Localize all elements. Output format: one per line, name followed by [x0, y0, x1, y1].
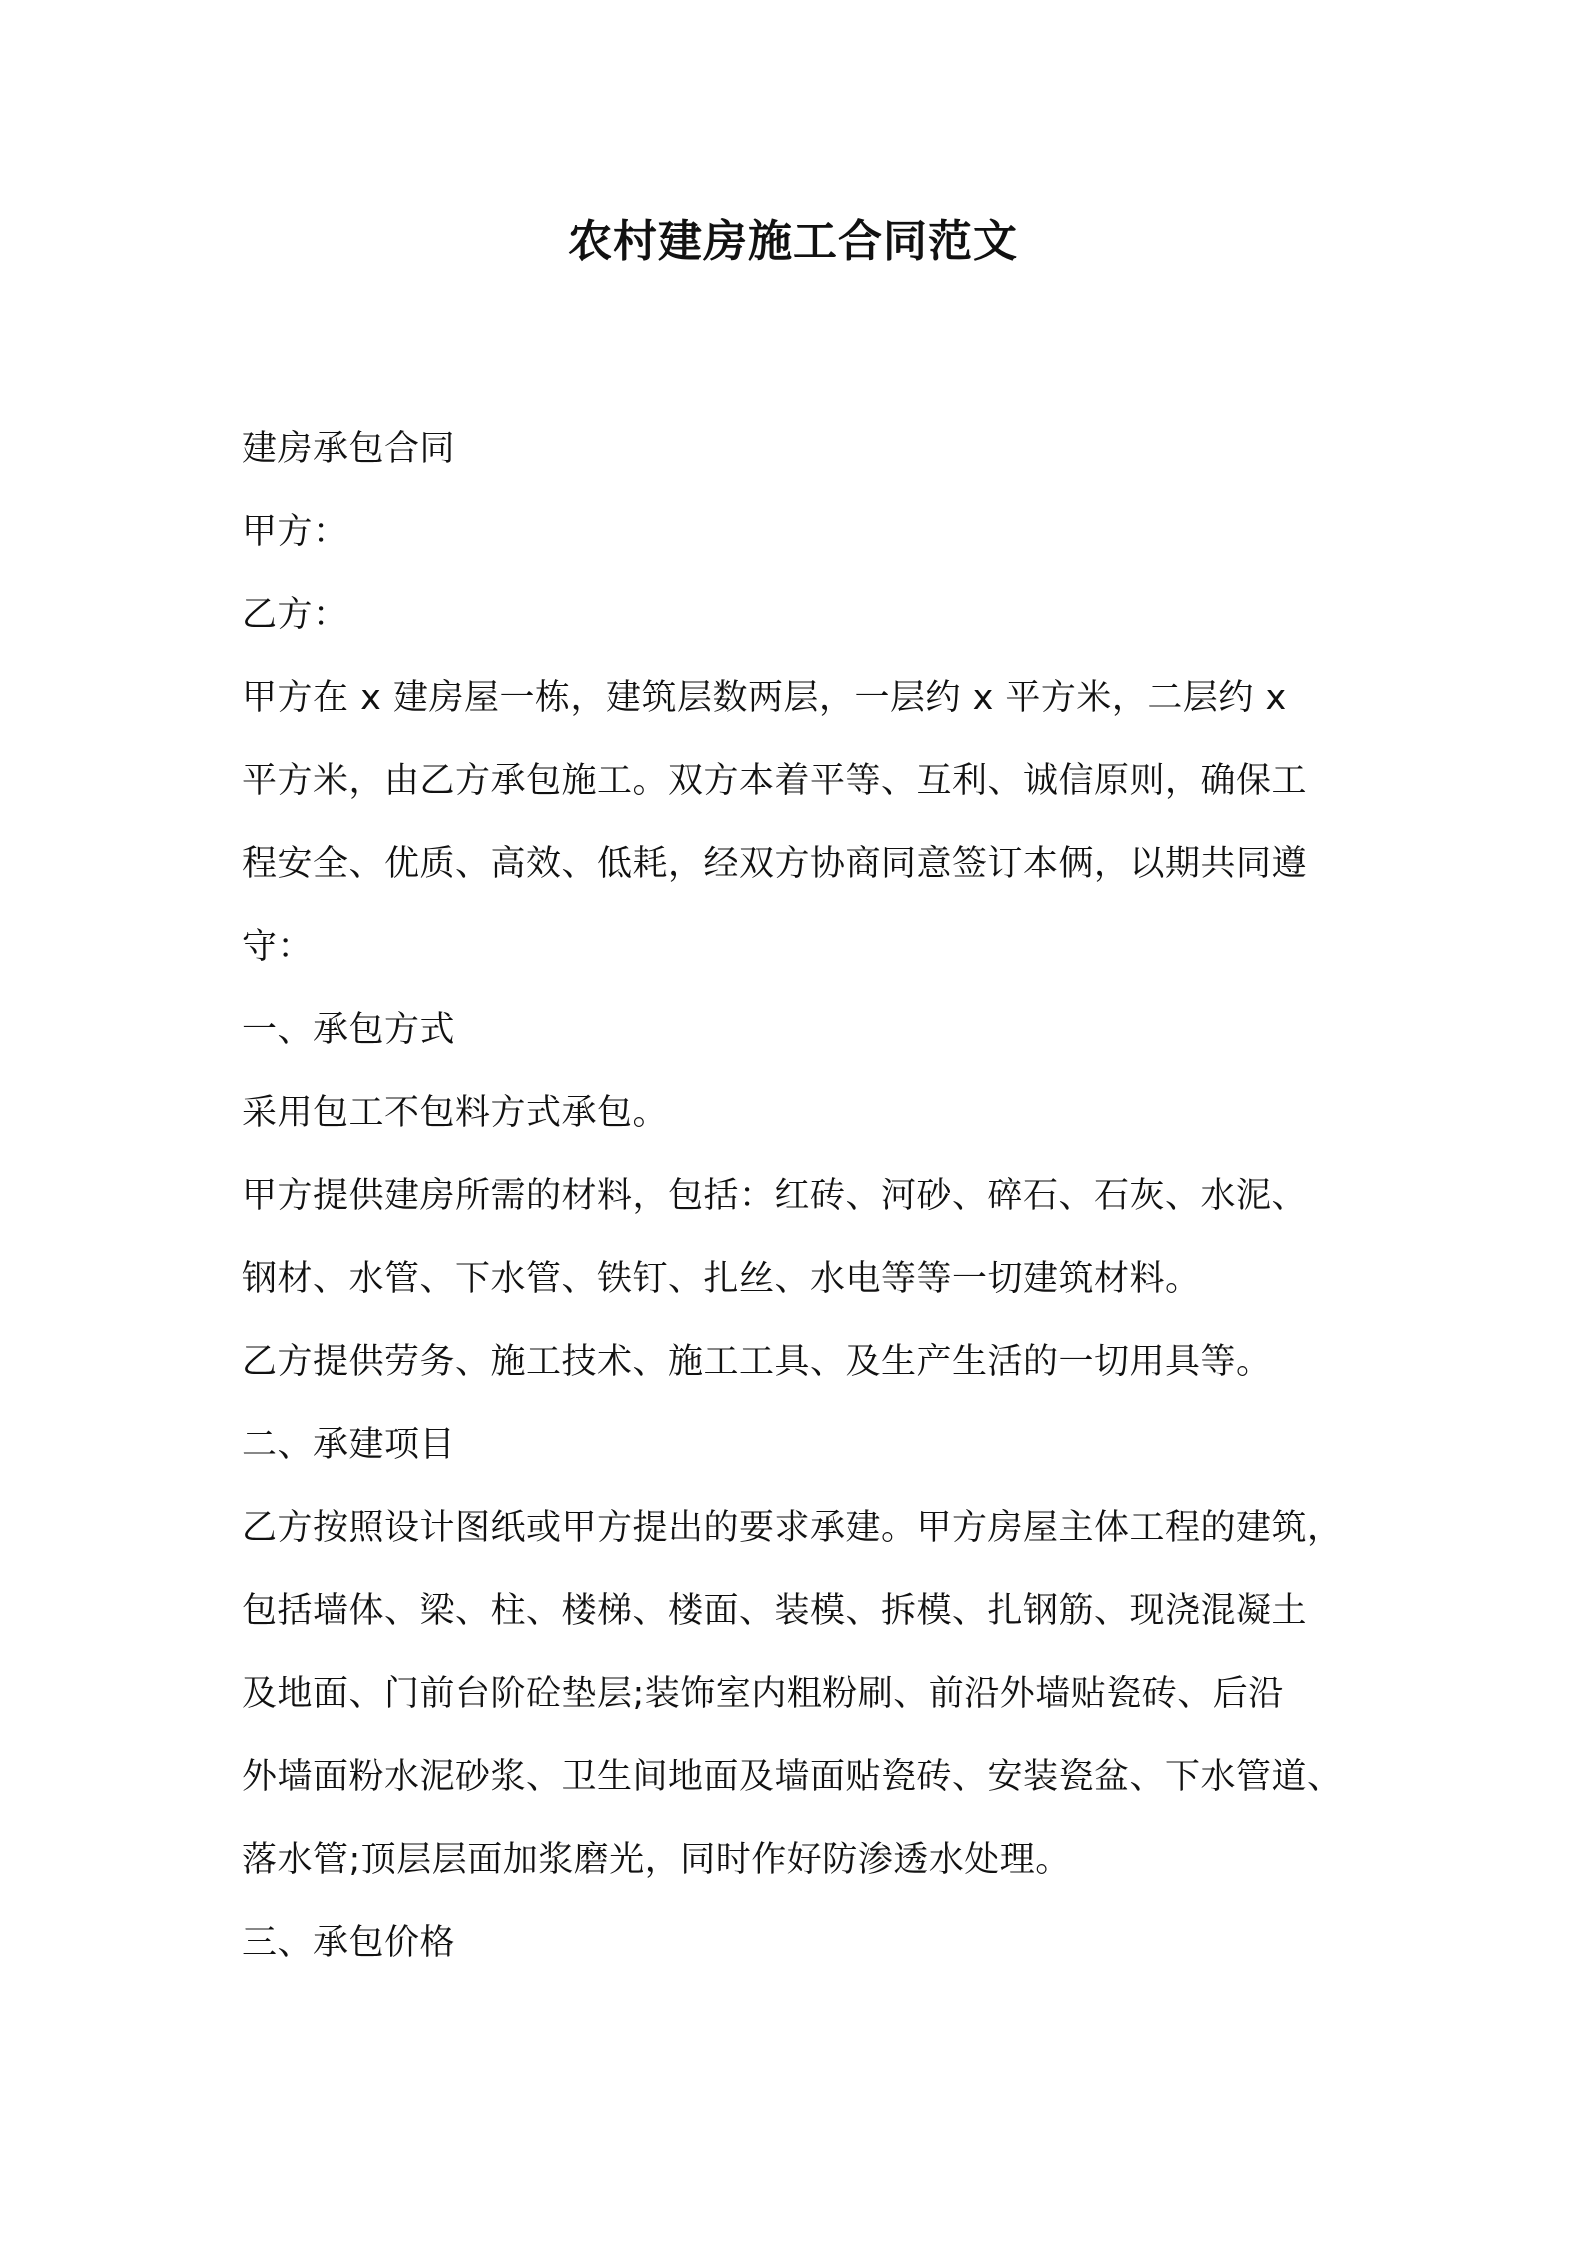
- section-heading-2: 二、承建项目: [242, 1425, 456, 1465]
- body-line: 乙方提供劳务、施工技术、施工工具、及生产生活的一切用具等。: [242, 1342, 1272, 1382]
- document-title: 农村建房施工合同范文: [568, 216, 1018, 267]
- body-line: 外墙面粉水泥砂浆、卫生间地面及墙面贴瓷砖、安装瓷盆、下水管道、: [242, 1757, 1343, 1797]
- body-line: 平方米，由乙方承包施工。双方本着平等、互利、诚信原则，确保工: [242, 761, 1308, 801]
- body-line: 钢材、水管、下水管、铁钉、扎丝、水电等等一切建筑材料。: [242, 1259, 1201, 1299]
- section-heading-3: 三、承包价格: [242, 1923, 456, 1963]
- party-a-line: 甲方：: [242, 512, 349, 552]
- section-heading-1: 一、承包方式: [242, 1010, 456, 1050]
- body-line: 甲方提供建房所需的材料，包括：红砖、河砂、碎石、石灰、水泥、: [242, 1176, 1308, 1216]
- body-line: 包括墙体、梁、柱、楼梯、楼面、装模、拆模、扎钢筋、现浇混凝土: [242, 1591, 1308, 1631]
- body-line: 程安全、优质、高效、低耗，经双方协商同意签订本俩，以期共同遵: [242, 844, 1308, 884]
- heading-contract-name: 建房承包合同: [242, 429, 456, 469]
- body-line: 乙方按照设计图纸或甲方提出的要求承建。甲方房屋主体工程的建筑，: [242, 1508, 1343, 1548]
- body-line: 守：: [242, 927, 314, 967]
- body-line: 采用包工不包料方式承包。: [242, 1093, 669, 1133]
- body-line: 落水管;顶层层面加浆磨光，同时作好防渗透水处理。: [242, 1840, 1071, 1880]
- party-b-line: 乙方：: [242, 595, 349, 635]
- document-body: [242, 408, 1377, 1985]
- body-line: 及地面、门前台阶砼垫层;装饰室内粗粉刷、前沿外墙贴瓷砖、后沿: [242, 1674, 1284, 1714]
- body-line: 甲方在 x 建房屋一栋，建筑层数两层，一层约 x 平方米，二层约 x: [242, 678, 1287, 718]
